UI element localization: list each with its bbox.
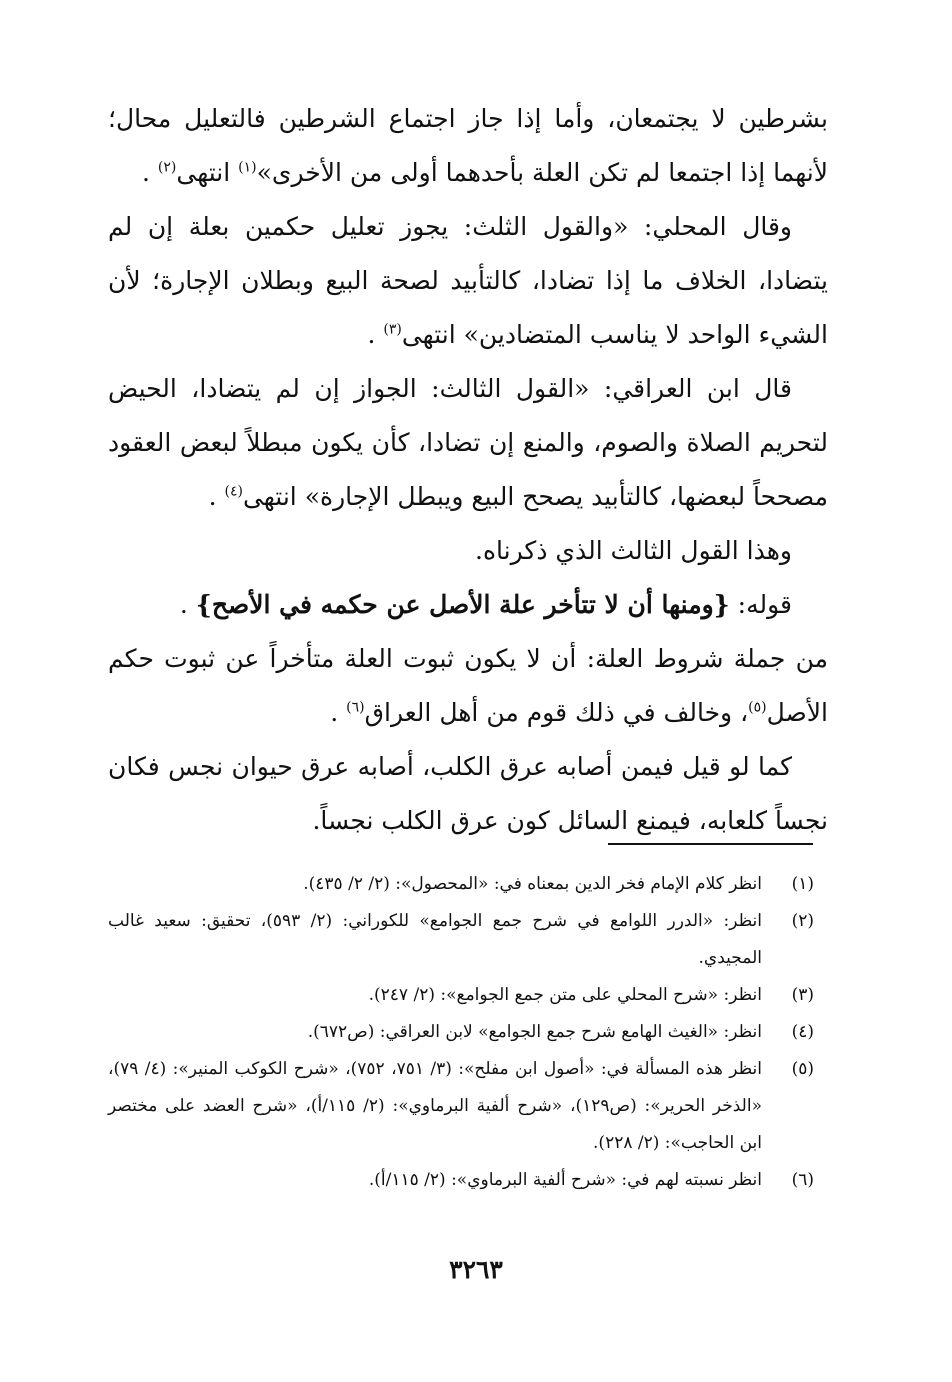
footnote-number: (٦)	[791, 1170, 814, 1190]
footnote-ref-3[interactable]: (٣)	[383, 321, 402, 338]
footnote-text: انظر: «شرح المحلي على متن جمع الجوامع»: (٢/ ٢٤٧).	[368, 985, 762, 1005]
footnote-6	[108, 1162, 814, 1199]
footnote-text: انظر هذه المسألة في: «أصول ابن مفلح»: (٣/ ٧٥١، ٧٥٢)، «شرح الكوكب المنير»: (٤/ ٧٩)، «الذخر الحرير»: (ص١٢٩)، «شرح ألفية البرماوي»: (٢/ ١١٥/أ)، «شرح العضد على مختصر ابن الحاجب»: (٢/ ٢٢٨).	[108, 1059, 762, 1153]
paragraph-2	[108, 200, 828, 362]
footnote-3	[108, 977, 814, 1014]
paragraph-text: قوله:	[729, 590, 792, 619]
footnote-number: (١)	[791, 874, 814, 894]
paragraph-6	[108, 632, 828, 740]
matn-quote: {ومنها أن لا تتأخر علة الأصل عن حكمه في الأصح}	[195, 590, 730, 619]
main-text	[108, 92, 828, 848]
paragraph-3	[108, 362, 828, 524]
punctuation: .	[141, 158, 158, 187]
footnote-ref-5[interactable]: (٥)	[748, 699, 767, 716]
paragraph-7	[108, 740, 828, 848]
paragraph-text: بشرطين لا يجتمعان، وأما إذا جاز اجتماع الشرطين فالتعليل محال؛ لأنهما إذا اجتمعا لم تكن العلة بأحدهما أولى من الأخرى»	[108, 104, 828, 187]
paragraph-4	[108, 524, 828, 578]
paragraph-1	[108, 92, 828, 200]
footnote-ref-6[interactable]: (٦)	[346, 699, 365, 716]
footnotes	[108, 866, 814, 1199]
paragraph-text: كما لو قيل فيمن أصابه عرق الكلب، أصابه عرق حيوان نجس فكان نجساً كلعابه، فيمنع السائل كون عرق الكلب نجساً.	[108, 752, 828, 835]
footnote-ref-4[interactable]: (٤)	[224, 483, 243, 500]
footnote-number: (٢)	[791, 911, 814, 931]
footnote-separator	[608, 843, 813, 845]
punctuation: .	[330, 698, 347, 727]
paragraph-text: قال ابن العراقي: «القول الثالث: الجواز إن لم يتضادا، الحيض لتحريم الصلاة والصوم، والمنع إن تضادا، كأن يكون مبطلاً لبعض العقود مصححاً لبعضها، كالتأبيد يصحح البيع ويبطل الإجارة» انتهى	[108, 374, 828, 511]
paragraph-text: وهذا القول الثالث الذي ذكرناه.	[475, 536, 792, 565]
punctuation: .	[367, 320, 384, 349]
footnote-4	[108, 1014, 814, 1051]
paragraph-text: من جملة شروط العلة: أن لا يكون ثبوت العلة متأخراً عن ثبوت حكم الأصل	[108, 644, 828, 727]
footnote-number: (٤)	[791, 1022, 814, 1042]
footnote-1	[108, 866, 814, 903]
page-number: ٣٢٦٣	[449, 1255, 503, 1284]
footnote-number: (٣)	[791, 985, 814, 1005]
punctuation: .	[208, 482, 225, 511]
footnote-text: انظر: «الدرر اللوامع في شرح جمع الجوامع» للكوراني: (٢/ ٥٩٣)، تحقيق: سعيد غالب المجيدي.	[108, 911, 762, 968]
paragraph-text: انتهى	[176, 158, 239, 187]
footnote-ref-1[interactable]: (١)	[238, 159, 257, 176]
footnote-2	[108, 903, 814, 977]
footnote-5	[108, 1051, 814, 1162]
paragraph-text: ، وخالف في ذلك قوم من أهل العراق	[364, 698, 749, 727]
punctuation: .	[179, 590, 196, 619]
footnote-text: انظر كلام الإمام فخر الدين بمعناه في: «المحصول»: (٢/ ٢/ ٤٣٥).	[303, 874, 762, 894]
paragraph-text: وقال المحلي: «والقول الثلث: يجوز تعليل حكمين بعلة إن لم يتضادا، الخلاف ما إذا تضادا، كالتأبيد لصحة البيع وبطلان الإجارة؛ لأن الشيء الواحد لا يناسب المتضادين» انتهى	[108, 212, 828, 349]
footnote-ref-2[interactable]: (٢)	[157, 159, 177, 176]
paragraph-5	[108, 578, 828, 632]
footnote-number: (٥)	[791, 1059, 814, 1079]
footnote-text: انظر نسبته لهم في: «شرح ألفية البرماوي»: (٢/ ١١٥/أ).	[368, 1170, 762, 1190]
footnote-text: انظر: «الغيث الهامع شرح جمع الجوامع» لابن العراقي: (ص٦٧٢).	[307, 1022, 762, 1042]
